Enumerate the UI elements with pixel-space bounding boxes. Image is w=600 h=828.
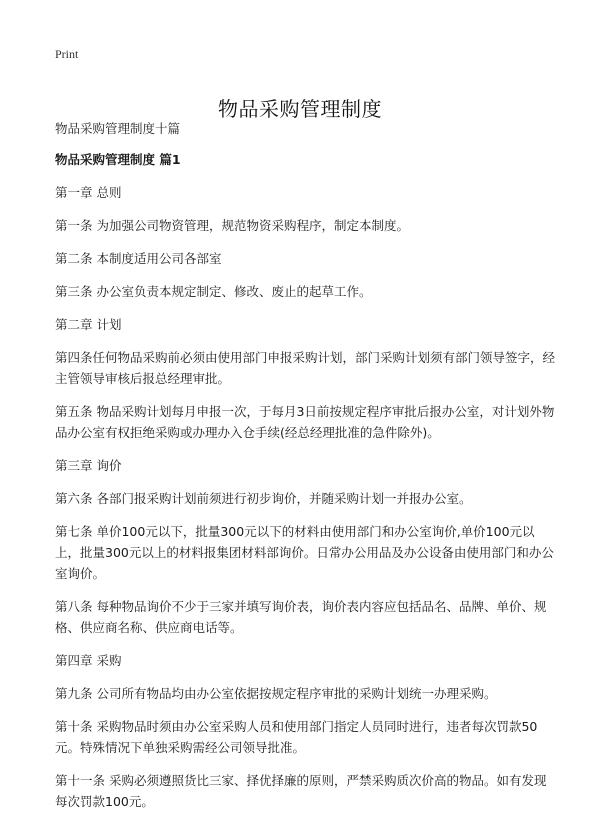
article-paragraph: 第三条 办公室负责本规定制定、修改、废止的起草工作。 (55, 284, 372, 299)
article-paragraph: 第九条 公司所有物品均由办公室依据按规定程序审批的采购计划统一办理采购。 (55, 686, 497, 701)
print-link[interactable]: Print (55, 47, 79, 61)
article-paragraph: 第二条 本制度适用公司各部室 (55, 251, 222, 266)
article-paragraph: 第五条 物品采购计划每月申报一次，于每月3日前按规定程序审批后报办公室，对计划外物品办公室有权拒绝采购或办理办入仓手续(经总经理批准的急件除外)。 (55, 404, 555, 440)
article-paragraph: 第十条 采购物品时须由办公室采购人员和使用部门指定人员同时进行，违者每次罚款50元。特殊情况下单独采购需经公司领导批准。 (55, 719, 538, 755)
chapter-heading: 第一章 总则 (55, 185, 122, 200)
section-heading: 物品采购管理制度 篇1 (55, 152, 181, 167)
chapter-heading: 第二章 计划 (55, 317, 122, 332)
article-paragraph: 第七条 单价100元以下，批量300元以下的材料由使用部门和办公室询价,单价100元以上，批量300元以上的材料报集团材料部询价。日常办公用品及办公设备由使用部门和办公室询价。 (55, 524, 554, 581)
article-paragraph: 第四条任何物品采购前必须由使用部门申报采购计划，部门采购计划须有部门领导签字，经主管领导审核后报总经理审批。 (55, 350, 556, 386)
article-paragraph: 第六条 各部门报采购计划前须进行初步询价，并随采购计划一并报办公室。 (55, 491, 472, 506)
article-paragraph: 第八条 每种物品询价不少于三家并填写询价表，询价表内容应包括品名、品牌、单价、规格、供应商名称、供应商电话等。 (55, 599, 547, 635)
article-body (55, 118, 555, 824)
chapter-heading: 第四章 采购 (55, 653, 122, 668)
article-paragraph: 第十一条 采购必须遵照货比三家、择优择廉的原则，严禁采购质次价高的物品。如有发现每次罚款100元。 (55, 773, 547, 809)
article-paragraph: 第一条 为加强公司物资管理，规范物资采购程序，制定本制度。 (55, 218, 409, 233)
page-title: 物品采购管理制度 (218, 97, 382, 122)
article-subtitle: 物品采购管理制度十篇 (55, 121, 181, 136)
chapter-heading: 第三章 询价 (55, 458, 122, 473)
